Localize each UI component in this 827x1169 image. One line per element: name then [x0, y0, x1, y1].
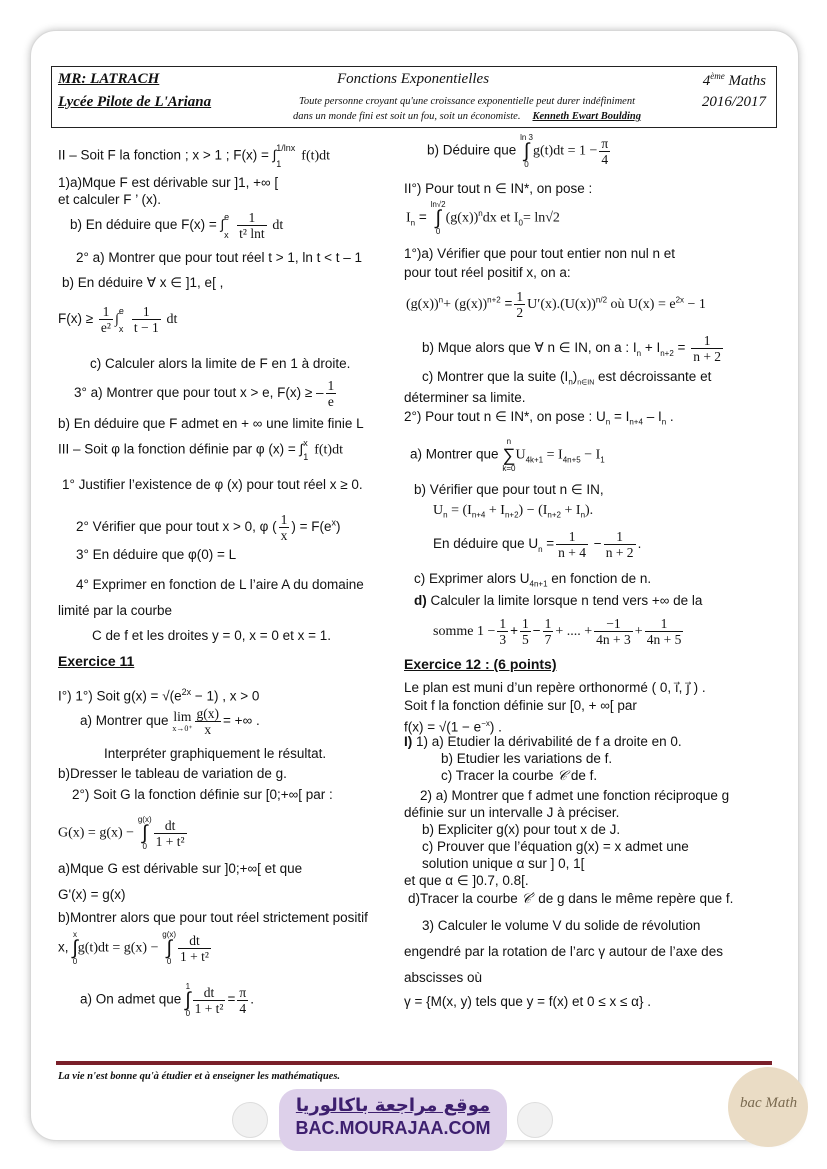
exercise-line: En déduire que $U_n$ = $\frac{1}{n + 4}$ − $\frac{1}{n + 2}$ . [433, 529, 642, 560]
exercise-line: C de f et les droites y = 0, x = 0 et x = 1. [92, 628, 331, 643]
site-badge-icon [232, 1102, 268, 1138]
exercise-line: abscisses où [404, 970, 483, 985]
exercise-line: b)Montrer alors que pour tout réel strictement positif [58, 910, 368, 925]
exercise-line: 2°) Soit G la fonction définie sur [0;+∞[ par : [72, 787, 333, 802]
exercise-line: c) Prouver que l’équation g(x) = x admet une [422, 839, 689, 854]
exercise-line: Le plan est muni d’un repère orthonormé ( 0, i⃗, j⃗ ) . [404, 680, 706, 695]
school-year: 2016/2017 [701, 94, 766, 110]
exercise-line: $(g(x))^n+ (g(x))^{n+2}$ = $\frac{1}{2}$ $U'(x).(U(x))^{n/2}$ où $U(x) = e^{2x} - 1$ [406, 289, 706, 320]
exercise-line: 2°) Pour tout n ∈ IN*, on pose : $U_n = I_{n+4} - I_n$ . [404, 409, 674, 427]
exercise-line: 3° En déduire que φ(0) = L [76, 547, 237, 562]
exercise-line: II – Soit F la fonction ; x > 1 ; F(x) = ∫ 1/lnx 1 f(t)dt [58, 143, 331, 169]
footer-note: La vie n'est bonne qu'à étudier et à enseigner les mathématiques. [58, 1071, 341, 1082]
exercise-line: 3) Calculer le volume V du solide de révolution [422, 918, 701, 933]
exercise-line: a) Montrer que n ∑ k=0 $U_{4k+1} = I_{4n+5} - I_1$ [410, 437, 605, 473]
exercise-line: $U_n = (I_{n+4} + I_{n+2}) - (I_{n+2} + I_n)$. [433, 503, 594, 520]
exercise-line: b)Dresser le tableau de variation de g. [58, 766, 287, 781]
exercise-line: a) On admet que 1 ∫ 0 $\frac{dt}{\text{1 + t²}}$ = $\frac{\pi}{4}$ . [80, 982, 254, 1018]
exercise-line: déterminer sa limite. [404, 390, 526, 405]
exercise-line: x, x ∫ 0 g(t)dt = g(x) − g(x) ∫ 0 $\frac{dt}{\text{1 + t²}}$ [58, 930, 209, 966]
exercise-line: 2° Vérifier que pour tout x > 0, φ ( $\frac{1}{x}$ ) = $F(e^x)$ [76, 512, 341, 543]
exercise-line: 4° Exprimer en fonction de L l’aire A du domaine [76, 577, 364, 592]
exercise-line: II°) Pour tout n ∈ IN*, on pose : [404, 181, 593, 196]
exercise-line: 2° a) Montrer que pour tout réel t > 1, ln t < t – 1 [76, 250, 363, 265]
exercise-line: Interpréter graphiquement le résultat. [104, 746, 327, 761]
exercise-12-heading: Exercice 12 : (6 points) [404, 656, 557, 672]
exercise-line: définie sur un intervalle J à préciser. [404, 805, 620, 820]
exercise-line: c) Exprimer alors $U_{4n+1}$ en fonction de n. [414, 571, 652, 589]
exercise-line: b) En déduire que F admet en + ∞ une limite finie L [58, 416, 364, 431]
author-name: MR: LATRACH [58, 71, 160, 87]
exercise-line: b) Etudier les variations de f. [441, 751, 613, 766]
exercise-line: 1)a)Mque F est dérivable sur ]1, +∞ [ [58, 175, 279, 190]
exercise-line: $I_n$ = ln√2 ∫ 0 $(g(x))^ndx$ et $I_0= \ln√2$ [406, 200, 560, 236]
exercise-line: limité par la courbe [58, 603, 173, 618]
exercise-line: I°) 1°) Soit $g(x) = √(e^{2x} - 1)$ , x > 0 [58, 687, 260, 704]
exercise-line: d) Calculer la limite lorsque n tend vers +∞ de la [414, 593, 703, 608]
footer-separator [56, 1061, 772, 1065]
exercise-line: I) 1) a) Etudier la dérivabilité de f a droite en 0. [404, 734, 682, 749]
exercise-line: et que α ∈ ]0.7, 0.8[. [404, 873, 529, 888]
exercise-line: 3° a) Montrer que pour tout x > e, F(x) ≥ – $\frac{1}{e}$ [74, 378, 335, 409]
exercise-line: Soit f la fonction définie sur [0, + ∞[ par [404, 698, 637, 713]
exercise-line: $f(x) = √(1 - e^{-x})$ . [404, 719, 502, 735]
exercise-line: b) Mque alors que ∀ n ∈ IN, on a : $I_n + I_{n+2}$ = $\frac{1}{n + 2}$ [422, 333, 722, 364]
exercise-line: somme 1 − $\frac{1}{3}$ + $\frac{1}{5}$ − $\frac{1}{7}$ + .... + $\frac{-1}{4n + 3}$ + $\frac{1}{4n + 5}$ [433, 616, 682, 647]
exercise-line: b) Vérifier que pour tout n ∈ IN, [414, 482, 604, 497]
exercise-line: engendré par la rotation de l’arc γ autour de l’axe des [404, 944, 723, 959]
document-header [51, 66, 777, 128]
exercise-line: d)Tracer la courbe 𝒞′ de g dans le même repère que f. [408, 891, 734, 907]
exercise-line: solution unique α sur ] 0, 1[ [422, 856, 585, 871]
exercise-line: b) En déduire que F(x) = ∫ e x $\frac{1}{\text{t² lnt}}$ dt [70, 210, 284, 241]
exercise-line: G(x) = g(x) − g(x) ∫ 0 $\frac{dt}{\text{1 + t²}}$ [58, 815, 185, 851]
site-banner[interactable] [279, 1089, 507, 1151]
quote-line-1: Toute personne croyant qu'une croissance exponentielle peut durer indéfiniment [298, 96, 636, 107]
exercise-line: 1° Justifier l’existence de φ (x) pour tout réel x ≥ 0. [62, 477, 363, 492]
class-level: 4ème Maths [702, 71, 766, 89]
site-badge-icon [517, 1102, 553, 1138]
exercise-line: c) Tracer la courbe 𝒞 de f. [441, 768, 598, 784]
banner-url[interactable]: BAC.MOURAJAA.COM [295, 1118, 491, 1138]
exercise-line: pour tout réel positif x, on a: [404, 265, 571, 280]
exercise-line: F(x) ≥ $\frac{1}{\text{e²}}$ ∫ e x $\frac{1}{t - 1}$ dt [58, 304, 178, 335]
exercise-line: a)Mque G est dérivable sur ]0;+∞[ et que [58, 861, 303, 876]
exercise-line: a) Montrer que lim x→0⁺ $\frac{g(x)}{x}$ = +∞ . [80, 706, 260, 737]
exercise-line: b) Déduire que ln 3 ∫ 0 g(t)dt = 1 − $\frac{\pi}{4}$ [427, 133, 609, 169]
exercise-line: γ = {M(x, y) tels que y = f(x) et 0 ≤ x ≤ α} . [404, 994, 651, 1009]
quote-line-2: dans un monde fini est soit un fou, soit un économiste. [292, 111, 521, 122]
exercise-line: c) Montrer que la suite $(I_n)_{n\in IN}$ est décroissante et [422, 369, 712, 387]
header-quote [277, 94, 657, 124]
document-title: Fonctions Exponentielles [337, 71, 490, 87]
bac-math-logo [728, 1067, 808, 1147]
banner-arabic-text: موقع مراجعة باكالوريا [295, 1095, 491, 1116]
exercise-line: b) En déduire ∀ x ∈ ]1, e[ , [62, 275, 224, 290]
exercise-line: et calculer F ’ (x). [58, 192, 162, 207]
school-name: Lycée Pilote de L'Ariana [58, 94, 212, 110]
exercise-line: c) Calculer alors la limite de F en 1 à droite. [90, 356, 351, 371]
logo-text: bac Math [740, 1095, 798, 1111]
exercise-11-heading: Exercice 11 [58, 653, 135, 669]
exercise-line: 2) a) Montrer que f admet une fonction réciproque g [420, 788, 730, 803]
exercise-line: III – Soit φ la fonction définie par φ (x) = ∫ x 1 f(t)dt [58, 438, 343, 462]
quote-author: Kenneth Ewart Boulding [532, 111, 642, 122]
exercise-line: b) Expliciter g(x) pour tout x de J. [422, 822, 621, 837]
exercise-line: G'(x) = g(x) [58, 887, 126, 902]
exercise-line: 1°)a) Vérifier que pour tout entier non nul n et [404, 246, 676, 261]
